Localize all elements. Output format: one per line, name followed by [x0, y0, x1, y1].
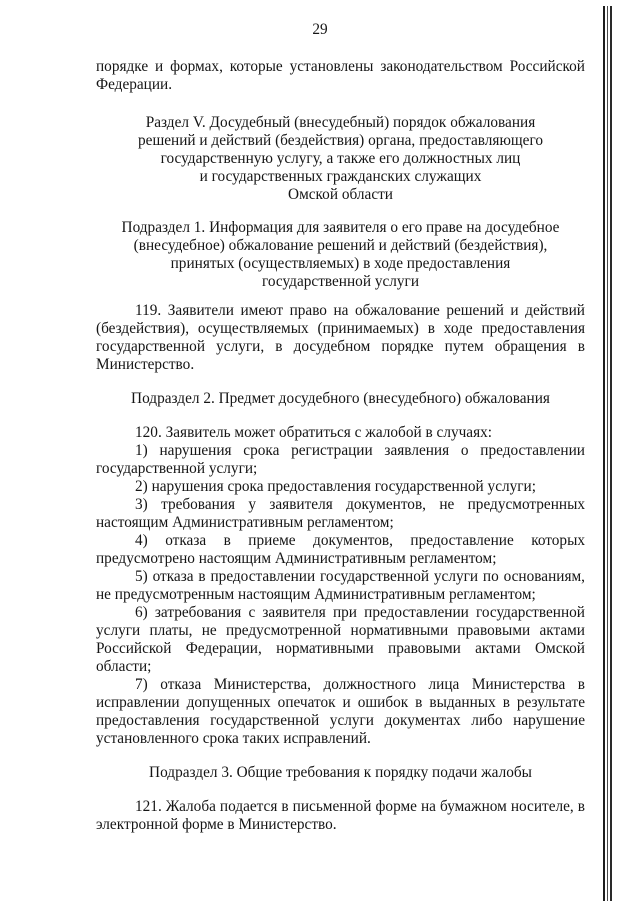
subsection-1-line-4: государственной услуги: [261, 273, 420, 290]
paragraph-120-lead: 120. Заявитель может обратиться с жалобой в случаях:: [135, 424, 493, 441]
list-item-3-line-1: 3) требования у заявителя документов, не предусмотренных: [135, 496, 585, 513]
list-item-7-line-3: предоставления государственной услуги документах либо нарушение: [96, 712, 585, 729]
scan-edge-line: [607, 6, 608, 901]
list-item-5-line-2: не предусмотренным настоящим Административным регламентом;: [96, 586, 536, 603]
paragraph-121-line-1: 121. Жалоба подается в письменной форме на бумажном носителе, в: [135, 798, 585, 815]
list-item-2-line-1: 2) нарушения срока предоставления государственной услуги;: [135, 478, 536, 495]
paragraph-119-line-4: Министерство.: [96, 356, 195, 373]
subsection-1-line-3: принятых (осуществляемых) в ходе предоставления: [170, 255, 511, 272]
page-number: 29: [312, 21, 328, 38]
intro-line-2: Федерации.: [96, 76, 173, 93]
scan-edge-line: [603, 6, 605, 901]
list-item-4-line-2: предусмотрено настоящим Административным регламентом;: [96, 550, 497, 567]
list-item-6-line-3: Российской Федерации, нормативными правовыми актами Омской: [96, 640, 585, 657]
section-v-line-1: Раздел V. Досудебный (внесудебный) порядок обжалования: [145, 114, 536, 131]
subsection-2-heading: Подраздел 2. Предмет досудебного (внесудебного) обжалования: [131, 390, 550, 407]
paragraph-119-line-1: 119. Заявители имеют право на обжалование решений и действий: [135, 302, 585, 319]
list-item-6-line-4: области;: [96, 658, 152, 675]
list-item-7-line-1: 7) отказа Министерства, должностного лица Министерства в: [135, 676, 585, 693]
list-item-1-line-1: 1) нарушения срока регистрации заявления о предоставлении: [135, 442, 585, 459]
list-item-5-line-1: 5) отказа в предоставлении государственной услуги по основаниям,: [135, 568, 585, 585]
list-item-1-line-2: государственной услуги;: [96, 460, 258, 477]
list-item-3-line-2: настоящим Административным регламентом;: [96, 514, 394, 531]
paragraph-121-line-2: электронной форме в Министерство.: [96, 816, 337, 833]
scan-edge-line: [610, 6, 612, 901]
paragraph-119-line-2: (бездействия), осуществляемых (принимаемых) в ходе предоставления: [96, 320, 585, 337]
subsection-1-line-1: Подраздел 1. Информация для заявителя о его праве на досудебное: [121, 219, 560, 236]
subsection-3-heading: Подраздел 3. Общие требования к порядку подачи жалобы: [149, 764, 532, 781]
subsection-1-line-2: (внесудебное) обжалование решений и действий (бездействия),: [133, 237, 548, 254]
section-v-line-5: Омской области: [288, 186, 393, 203]
section-v-line-4: и государственных гражданских служащих: [199, 168, 482, 185]
paragraph-119-line-3: государственной услуги, в досудебном порядке путем обращения в: [96, 338, 585, 355]
intro-line-1: порядке и формах, которые установлены законодательством Российской: [96, 58, 585, 75]
list-item-7-line-2: исправлении допущенных опечаток и ошибок в выданных в результате: [96, 694, 585, 711]
list-item-7-line-4: установленного срока таких исправлений.: [96, 730, 371, 747]
section-v-line-2: решений и действий (бездействия) органа, предоставляющего: [138, 132, 543, 149]
section-v-line-3: государственную услугу, а также его должностных лиц: [160, 150, 521, 167]
list-item-4-line-1: 4) отказа в приеме документов, предоставление которых: [135, 532, 585, 549]
list-item-6-line-2: услуги платы, не предусмотренной нормативными правовыми актами: [96, 622, 585, 639]
list-item-6-line-1: 6) затребования с заявителя при предоставлении государственной: [135, 604, 585, 621]
